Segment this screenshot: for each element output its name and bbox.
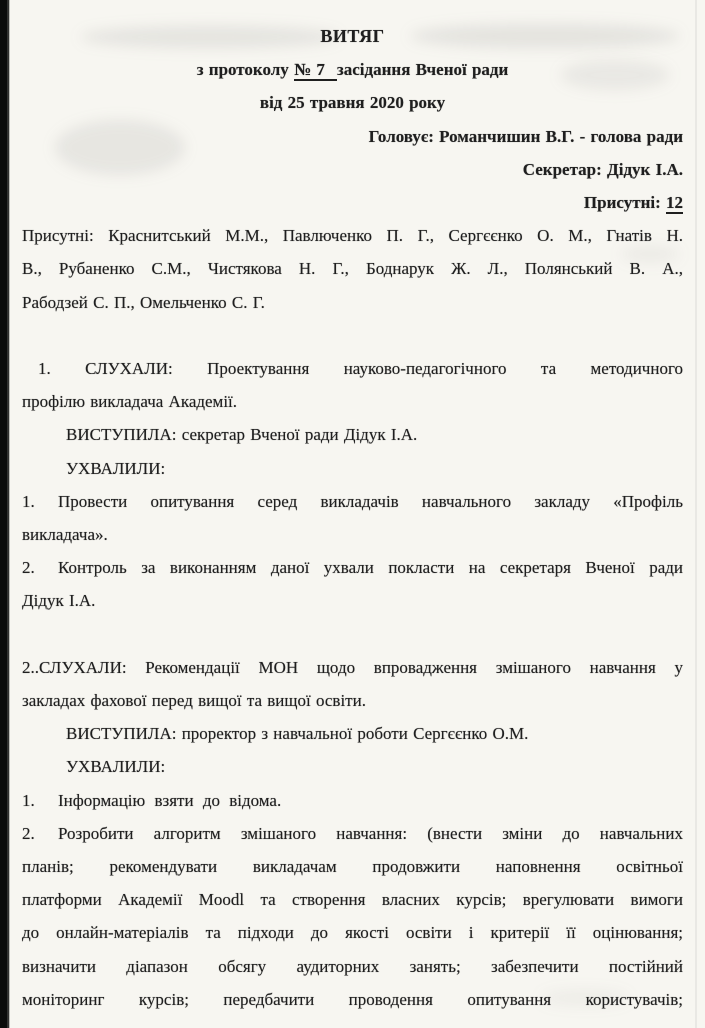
doc-title: ВИТЯГ	[320, 26, 385, 46]
list-number: 1.	[22, 790, 35, 810]
item2-resolution-2-line-1	[22, 817, 683, 850]
list-number: 2.	[22, 558, 35, 578]
blank-line	[22, 618, 683, 651]
protocol-number: № 7	[294, 60, 337, 81]
item1-resolution-1-line-1	[22, 485, 683, 518]
resolution-text: Розробити алгоритм змішаного навчання: (внести зміни до навчальних	[58, 823, 683, 843]
attendees-line-3: Рабодзей С. П., Омельченко С. Г.	[22, 292, 265, 312]
item2-spoke-line: ВИСТУПИЛА: проректор з навчальної роботи Сергєєнко О.М.	[66, 724, 529, 744]
item2-resolution-2-line-3: платформи Академії Moodl та створення власних курсів; врегулювати вимоги	[22, 890, 683, 910]
item2-resolution-2-line-6: моніторинг курсів; передбачити проводення опитування користувачів;	[22, 989, 683, 1009]
item1-heard-line-2: профілю викладача Академії.	[22, 392, 238, 412]
resolution-text: Провести опитування серед викладачів навчального закладу «Профіль	[58, 491, 683, 511]
item2-heard-line-2: закладах фахової перед вищої та вищої освіти.	[22, 691, 366, 711]
secretary-line: Секретар: Дідук І.А.	[522, 159, 683, 179]
present-line	[22, 186, 683, 219]
item2-resolution-2-line-2: планів; рекомендувати викладачам продовжити наповнення освітньої	[22, 857, 683, 877]
item1-resolved-label: УХВАЛИЛИ:	[66, 458, 166, 478]
present-count: 12	[666, 193, 683, 213]
item1-heard-line-1: 1. СЛУХАЛИ: Проектування науково-педагогічного та методичного	[38, 359, 683, 379]
chair-line: Головує: Романчишин В.Г. - голова ради	[368, 126, 683, 146]
item1-resolution-2-line-2: Дідук І.А.	[22, 591, 96, 611]
item2-resolution-2-line-4: до онлайн-матеріалів та підходи до якості освіти і критерії її оцінювання;	[22, 923, 683, 943]
scan-edge-right	[695, 0, 697, 1028]
item2-resolved-label: УХВАЛИЛИ:	[66, 757, 166, 777]
protocol-suffix: засідання Вченої ради	[336, 60, 509, 80]
list-number: 2.	[22, 823, 35, 843]
present-label: Присутні:	[583, 193, 666, 213]
item2-heard-line-1: 2..СЛУХАЛИ: Рекомендації МОН щодо впровадження змішаного навчання у	[22, 657, 683, 677]
item1-resolution-2-line-1	[22, 551, 683, 584]
date-line: від 25 травня 2020 року	[259, 93, 446, 113]
resolution-text: Інформацію взяти до відома.	[58, 790, 282, 810]
item1-resolution-1-line-2: викладача».	[22, 525, 108, 545]
item1-spoke-line: ВИСТУПИЛА: секретар Вченої ради Дідук І.А.	[66, 425, 418, 445]
item2-resolution-1-line-1	[22, 784, 683, 817]
document-content	[22, 20, 683, 1016]
item2-resolution-2-line-5: визначити діапазон обсягу аудиторних занять; забезпечити постійний	[22, 956, 683, 976]
protocol-prefix: з протоколу	[196, 60, 295, 80]
list-number: 1.	[22, 491, 35, 511]
protocol-line	[22, 53, 683, 86]
resolution-text: Контроль за виконанням даної ухвали покласти на секретаря Вченої ради	[58, 558, 683, 578]
attendees-line-2: В., Рубаненко С.М., Чистякова Н. Г., Боднарук Ж. Л., Полянський В. А.,	[22, 259, 683, 279]
blank-line	[22, 319, 683, 352]
scan-edge-left	[0, 0, 11, 1028]
attendees-line-1: Присутні: Краснитський М.М., Павлюченко П. Г., Сергєєнко О. М., Гнатів Н.	[22, 226, 683, 246]
